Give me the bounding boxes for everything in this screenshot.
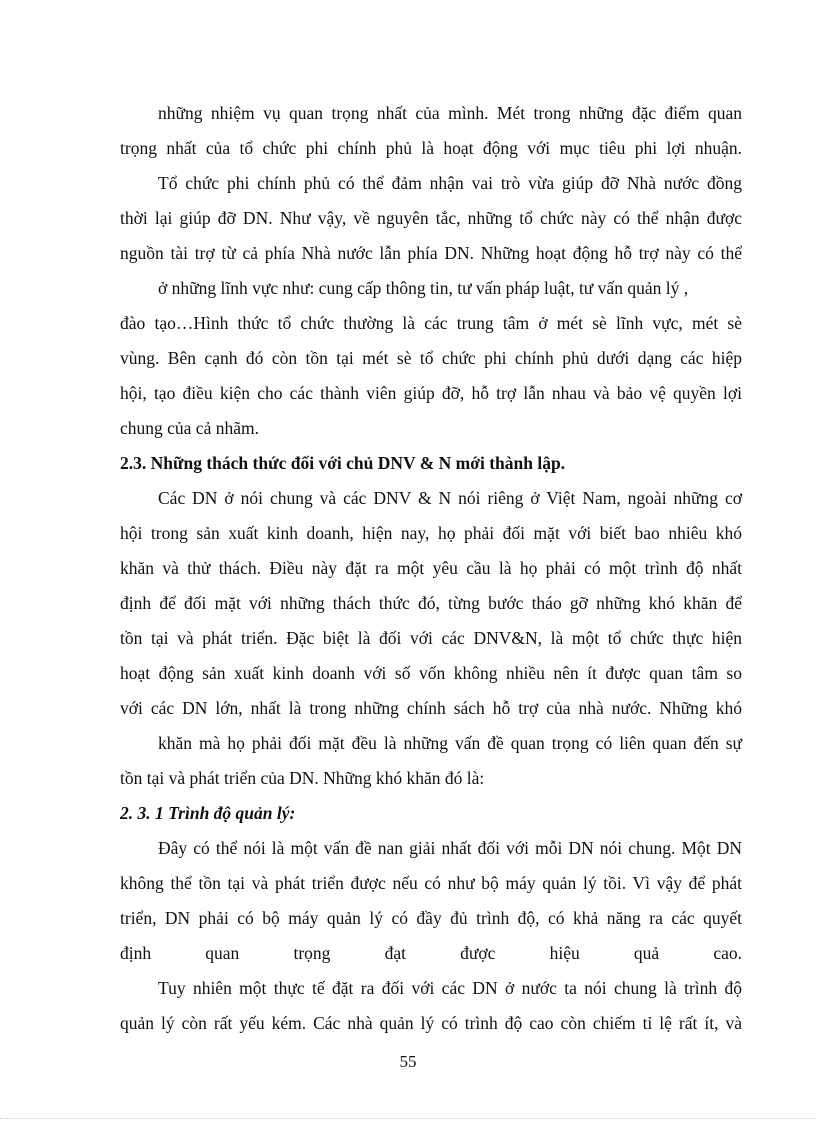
paragraph-line: hội trong sản xuất kinh doanh, hiện nay, họ phải đối mặt với biết bao nhiêu khó [120,523,742,543]
paragraph-line: định để đối mặt với những thách thức đó, từng bước tháo gỡ những khó khăn để [120,593,742,613]
paragraph-line: không thể tồn tại và phát triển được nếu có như bộ máy quản lý tồi. Vì vậy để phát [120,873,742,893]
paragraph-line: Tuy nhiên một thực tế đặt ra đối với các DN ở nước ta nói chung là trình độ [158,978,742,998]
paragraph-line: những nhiệm vụ quan trọng nhất của mình. Mét trong những đặc điểm quan [158,103,742,123]
paragraph-line: khăn và thử thách. Điều này đặt ra một yêu cầu là họ phải có một trình độ nhất [120,558,742,578]
paragraph-line: trọng nhất của tổ chức phi chính phủ là hoạt động với mục tiêu phi lợi nhuận. [120,138,742,158]
paragraph-line: đào tạo…Hình thức tổ chức thường là các trung tâm ở mét sè lĩnh vực, mét sè [120,313,742,333]
paragraph-line: với các DN lớn, nhất là trong những chính sách hỗ trợ của nhà nước. Những khó [120,698,742,718]
paragraph-line: tồn tại và phát triển. Đặc biệt là đối với các DNV&N, là một tổ chức thực hiện [120,628,742,648]
paragraph-line: chung của cả nhãm. [120,418,259,438]
paragraph-line: thời lại giúp đỡ DN. Như vậy, về nguyên tắc, những tổ chức này có thể nhận được [120,208,742,228]
paragraph-line: quản lý còn rất yếu kém. Các nhà quản lý có trình độ cao còn chiếm tỉ lệ rất ít, và [120,1013,742,1033]
paragraph-line: Tổ chức phi chính phủ có thể đảm nhận vai trò vừa giúp đỡ Nhà nước đồng [158,173,742,193]
section-heading: 2.3. Những thách thức đối với chủ DNV & N mới thành lập. [120,453,566,473]
paragraph-line: ở những lĩnh vực như: cung cấp thông tin, tư vấn pháp luật, tư vấn quản lý , [158,278,689,298]
subsection-heading: 2. 3. 1 Trình độ quản lý: [120,803,296,823]
paragraph-line: vùng. Bên cạnh đó còn tồn tại mét sè tổ chức phi chính phủ dưới dạng các hiệp [120,348,742,368]
paragraph-line: hoạt động sản xuất kinh doanh với số vốn không nhiều nên ít được quan tâm so [120,663,742,683]
paragraph-line: Các DN ở nói chung và các DNV & N nói riêng ở Việt Nam, ngoài những cơ [158,488,742,508]
paragraph-line: nguồn tài trợ từ cả phía Nhà nước lẫn phía DN. Những hoạt động hỗ trợ này có thể [120,243,742,263]
page-number: 55 [399,1052,417,1071]
paragraph-line: khăn mà họ phải đối mặt đều là những vấn đề quan trọng có liên quan đến sự [158,733,742,753]
page-bottom-divider [0,1118,816,1119]
paragraph-line: hội, tạo điều kiện cho các thành viên giúp đỡ, hỗ trợ lẫn nhau và bảo vệ quyền lợi [120,383,742,403]
paragraph-line: triển, DN phải có bộ máy quản lý có đầy đủ trình độ, có khả năng ra các quyết [120,908,742,928]
paragraph-line: định quan trọng đạt được hiệu quả cao. [120,943,742,963]
paragraph-line: tồn tại và phát triển của DN. Những khó khăn đó là: [120,768,485,788]
paragraph-line: Đây có thể nói là một vấn đề nan giải nhất đối với mỗi DN nói chung. Một DN [158,838,742,858]
